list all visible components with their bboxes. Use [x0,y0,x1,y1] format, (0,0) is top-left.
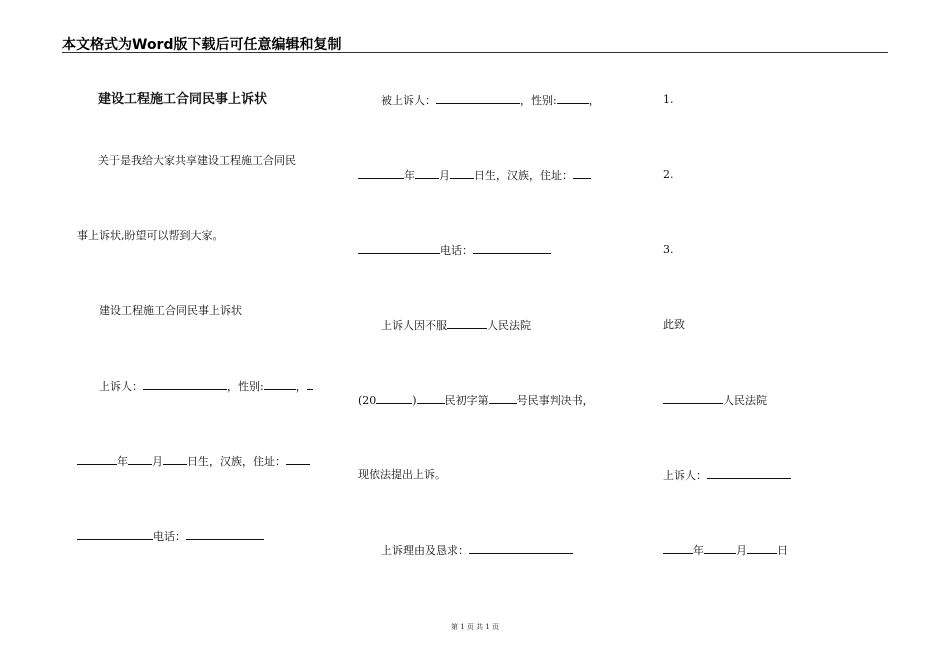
appeal-reason-text: 上诉人因不服 [381,319,447,332]
date-month-label: 月 [736,544,747,557]
appellee-gender-blank [557,93,589,104]
birth-address-label: 日生，汉族，住址： [187,455,286,468]
signature-blank [707,468,791,479]
month-label: 月 [152,455,163,468]
appellant-label: 上诉人： [99,380,143,393]
gender-blank [264,379,296,390]
appellee-phone-blank [473,243,551,254]
document-title: 建设工程施工合同民事上诉状 [98,92,268,107]
case-tail: 号民事判决书， [516,394,594,407]
case-prefix: (20 [358,394,377,407]
birth-year-blank [77,454,117,465]
appellee-address-cont-blank [358,243,440,254]
appellee-phone-line [358,243,551,258]
appellee-month-label: 月 [439,169,450,182]
intro-line-2: 事上诉状,盼望可以帮到大家。 [77,229,224,242]
document-subtitle: 建设工程施工合同民事上诉状 [99,304,242,317]
appellee-day-blank [450,168,474,179]
date-day-label: 日 [777,544,788,557]
appeal-reason-line [381,318,531,333]
appellee-line: 被上诉人： ，性别: ， [381,94,600,107]
court-name-blank [663,393,723,404]
appellee-address-label: 日生，汉族，住址： [474,169,573,182]
court-name-line [663,393,767,408]
birth-month-blank [128,454,152,465]
court-suffix: 人民法院 [487,319,531,332]
year-label: 年 [117,455,128,468]
phone-blank [186,529,264,540]
appellee-label: 被上诉人： [381,94,436,107]
document-banner: 本文格式为Word版下载后可任意编辑和复制 [62,37,342,53]
birth-day-blank [163,454,187,465]
signature-label: 上诉人： [663,469,707,482]
phone-label: 电话： [153,530,186,543]
court-blank [447,318,487,329]
item-2: 2. [663,168,674,181]
case-number-line [358,393,594,408]
appellee-address-blank [573,168,591,179]
case-civil: 民初字第 [444,394,489,407]
reasons-label: 上诉理由及恳求： [381,544,469,557]
date-line [663,543,788,558]
appellant-line: 上诉人： ，性别: ， [99,379,313,394]
appellee-year-label: 年 [404,169,415,182]
date-year-blank [663,543,693,554]
extra-blank [307,379,313,390]
now-appeal-line: 现依法提出上诉。 [358,468,446,481]
appellant-birth-line [77,454,310,469]
item-1: 1. [663,93,674,106]
reasons-blank [469,543,573,554]
header-divider [62,52,888,53]
appellee-gender-label: ，性别: [520,94,557,107]
reasons-line [381,543,573,558]
closing-text: 此致 [663,318,685,331]
signature-line [663,468,791,483]
gender-label: ，性别: [227,380,264,393]
appellee-month-blank [415,168,439,179]
page-footer: 第 1 页 共 1 页 [450,623,500,631]
appellant-name-blank [143,379,227,390]
intro-line-1: 关于是我给大家共享建设工程施工合同民 [98,154,296,167]
case-year-blank [376,393,412,404]
date-month-blank [704,543,736,554]
address-cont-blank [77,529,153,540]
case-type-blank [417,393,445,404]
date-day-blank [747,543,777,554]
appellee-birth-line [358,168,591,183]
case-number-blank [489,393,517,404]
item-3: 3. [663,243,674,256]
appellee-year-blank [358,168,404,179]
address-blank [286,454,310,465]
appellant-phone-line [77,529,264,544]
case-mid: ) [412,394,417,407]
date-year-label: 年 [693,544,704,557]
appellee-name-blank [436,93,520,104]
appellee-phone-label: 电话： [440,244,473,257]
court-name-suffix: 人民法院 [723,394,767,407]
